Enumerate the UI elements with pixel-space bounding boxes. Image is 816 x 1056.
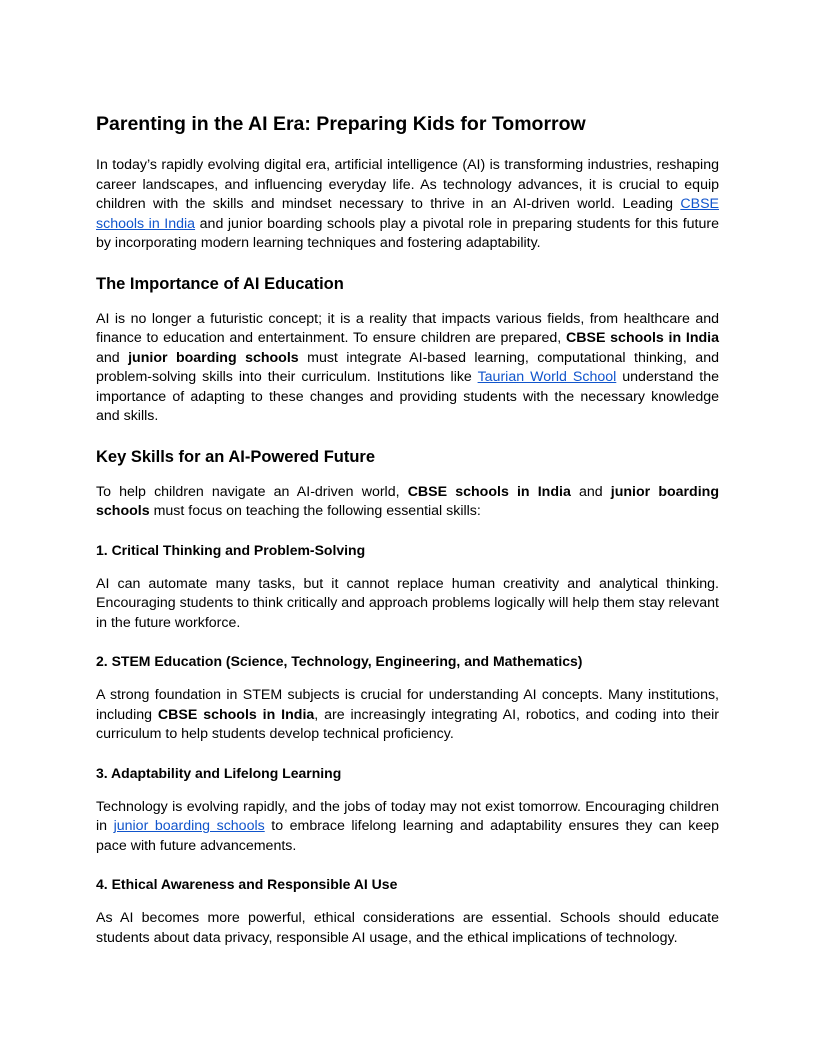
key-skills-text-1: To help children navigate an AI-driven world, [96,483,408,500]
key-skills-paragraph [96,483,719,522]
ethical-awareness-paragraph: As AI becomes more powerful, ethical considerations are essential. Schools should educate students about data privacy, responsible AI usage, and the ethical implications of technology. [96,910,719,946]
skill-heading-stem: 2. STEM Education (Science, Technology, Engineering, and Mathematics) [96,653,583,669]
section-heading-key-skills: Key Skills for an AI-Powered Future [96,447,376,466]
adaptability-text-1: Technology is evolving rapidly, and the jobs of today may not exist tomorrow. Encouraging children in [96,798,719,834]
skill-heading-adaptability: 3. Adaptability and Lifelong Learning [96,764,342,781]
intro-text-1: In today’s rapidly evolving digital era, artificial intelligence (AI) is transforming industries, reshaping career landscapes, and influencing everyday life. As technology advances, it is crucial to equip children with the skills and mindset necessary to thrive in an AI-driven world. Leading [96,157,719,212]
section-heading-ai-education: The Importance of AI Education [96,274,344,293]
key-skills-bold-1: CBSE schools in India [407,483,571,500]
key-skills-text-3: must focus on teaching the following essential skills: [149,503,481,519]
cbse-schools-link[interactable]: CBSE schools in India [96,196,719,232]
ai-education-paragraph [96,310,719,427]
intro-paragraph [96,156,719,254]
stem-text-1: A strong foundation in STEM subjects is crucial for understanding AI concepts. Many institutions, including [96,687,719,723]
intro-text-2: and junior boarding schools play a pivotal role in preparing students for this future by incorporating modern learning techniques and fostering adaptability. [96,215,720,251]
stem-paragraph [96,686,719,745]
ai-education-text-1: AI is no longer a futuristic concept; it is a reality that impacts various fields, from healthcare and finance to education and entertainment. To ensure children are prepared, [96,310,719,346]
stem-bold-1: CBSE schools in India [157,706,315,723]
taurian-world-school-link[interactable]: Taurian World School [477,369,617,385]
ai-education-text-3: must integrate AI-based learning, computational thinking, and problem-solving skills into their curriculum. Institutions like [96,349,719,385]
junior-boarding-schools-link[interactable]: junior boarding schools [113,818,265,834]
skill-heading-ethical-awareness: 4. Ethical Awareness and Responsible AI Use [96,876,398,892]
document-title: Parenting in the AI Era: Preparing Kids for Tomorrow [96,113,586,135]
ai-education-bold-2: junior boarding schools [128,349,299,366]
critical-thinking-paragraph: AI can automate many tasks, but it cannot replace human creativity and analytical thinking. Encouraging students to think critically and approach problems logically will help them stay relevant in the future workforce. [96,575,719,631]
ai-education-text-4: understand the importance of adapting to these changes and providing students with the necessary knowledge and skills. [96,369,719,424]
adaptability-text-2: to embrace lifelong learning and adaptability ensures they can keep pace with future advancements. [96,818,720,854]
document-page [96,111,719,967]
ai-education-bold-1: CBSE schools in India [566,330,719,346]
key-skills-text-2: and [570,483,611,500]
skill-heading-critical-thinking: 1. Critical Thinking and Problem-Solving [96,541,366,558]
adaptability-paragraph [96,798,719,857]
stem-text-2: , are increasingly integrating AI, robotics, and coding into their curriculum to help students develop technical proficiency. [96,706,719,742]
key-skills-bold-2: junior boarding schools [96,483,720,519]
ai-education-text-2: and [96,349,129,366]
